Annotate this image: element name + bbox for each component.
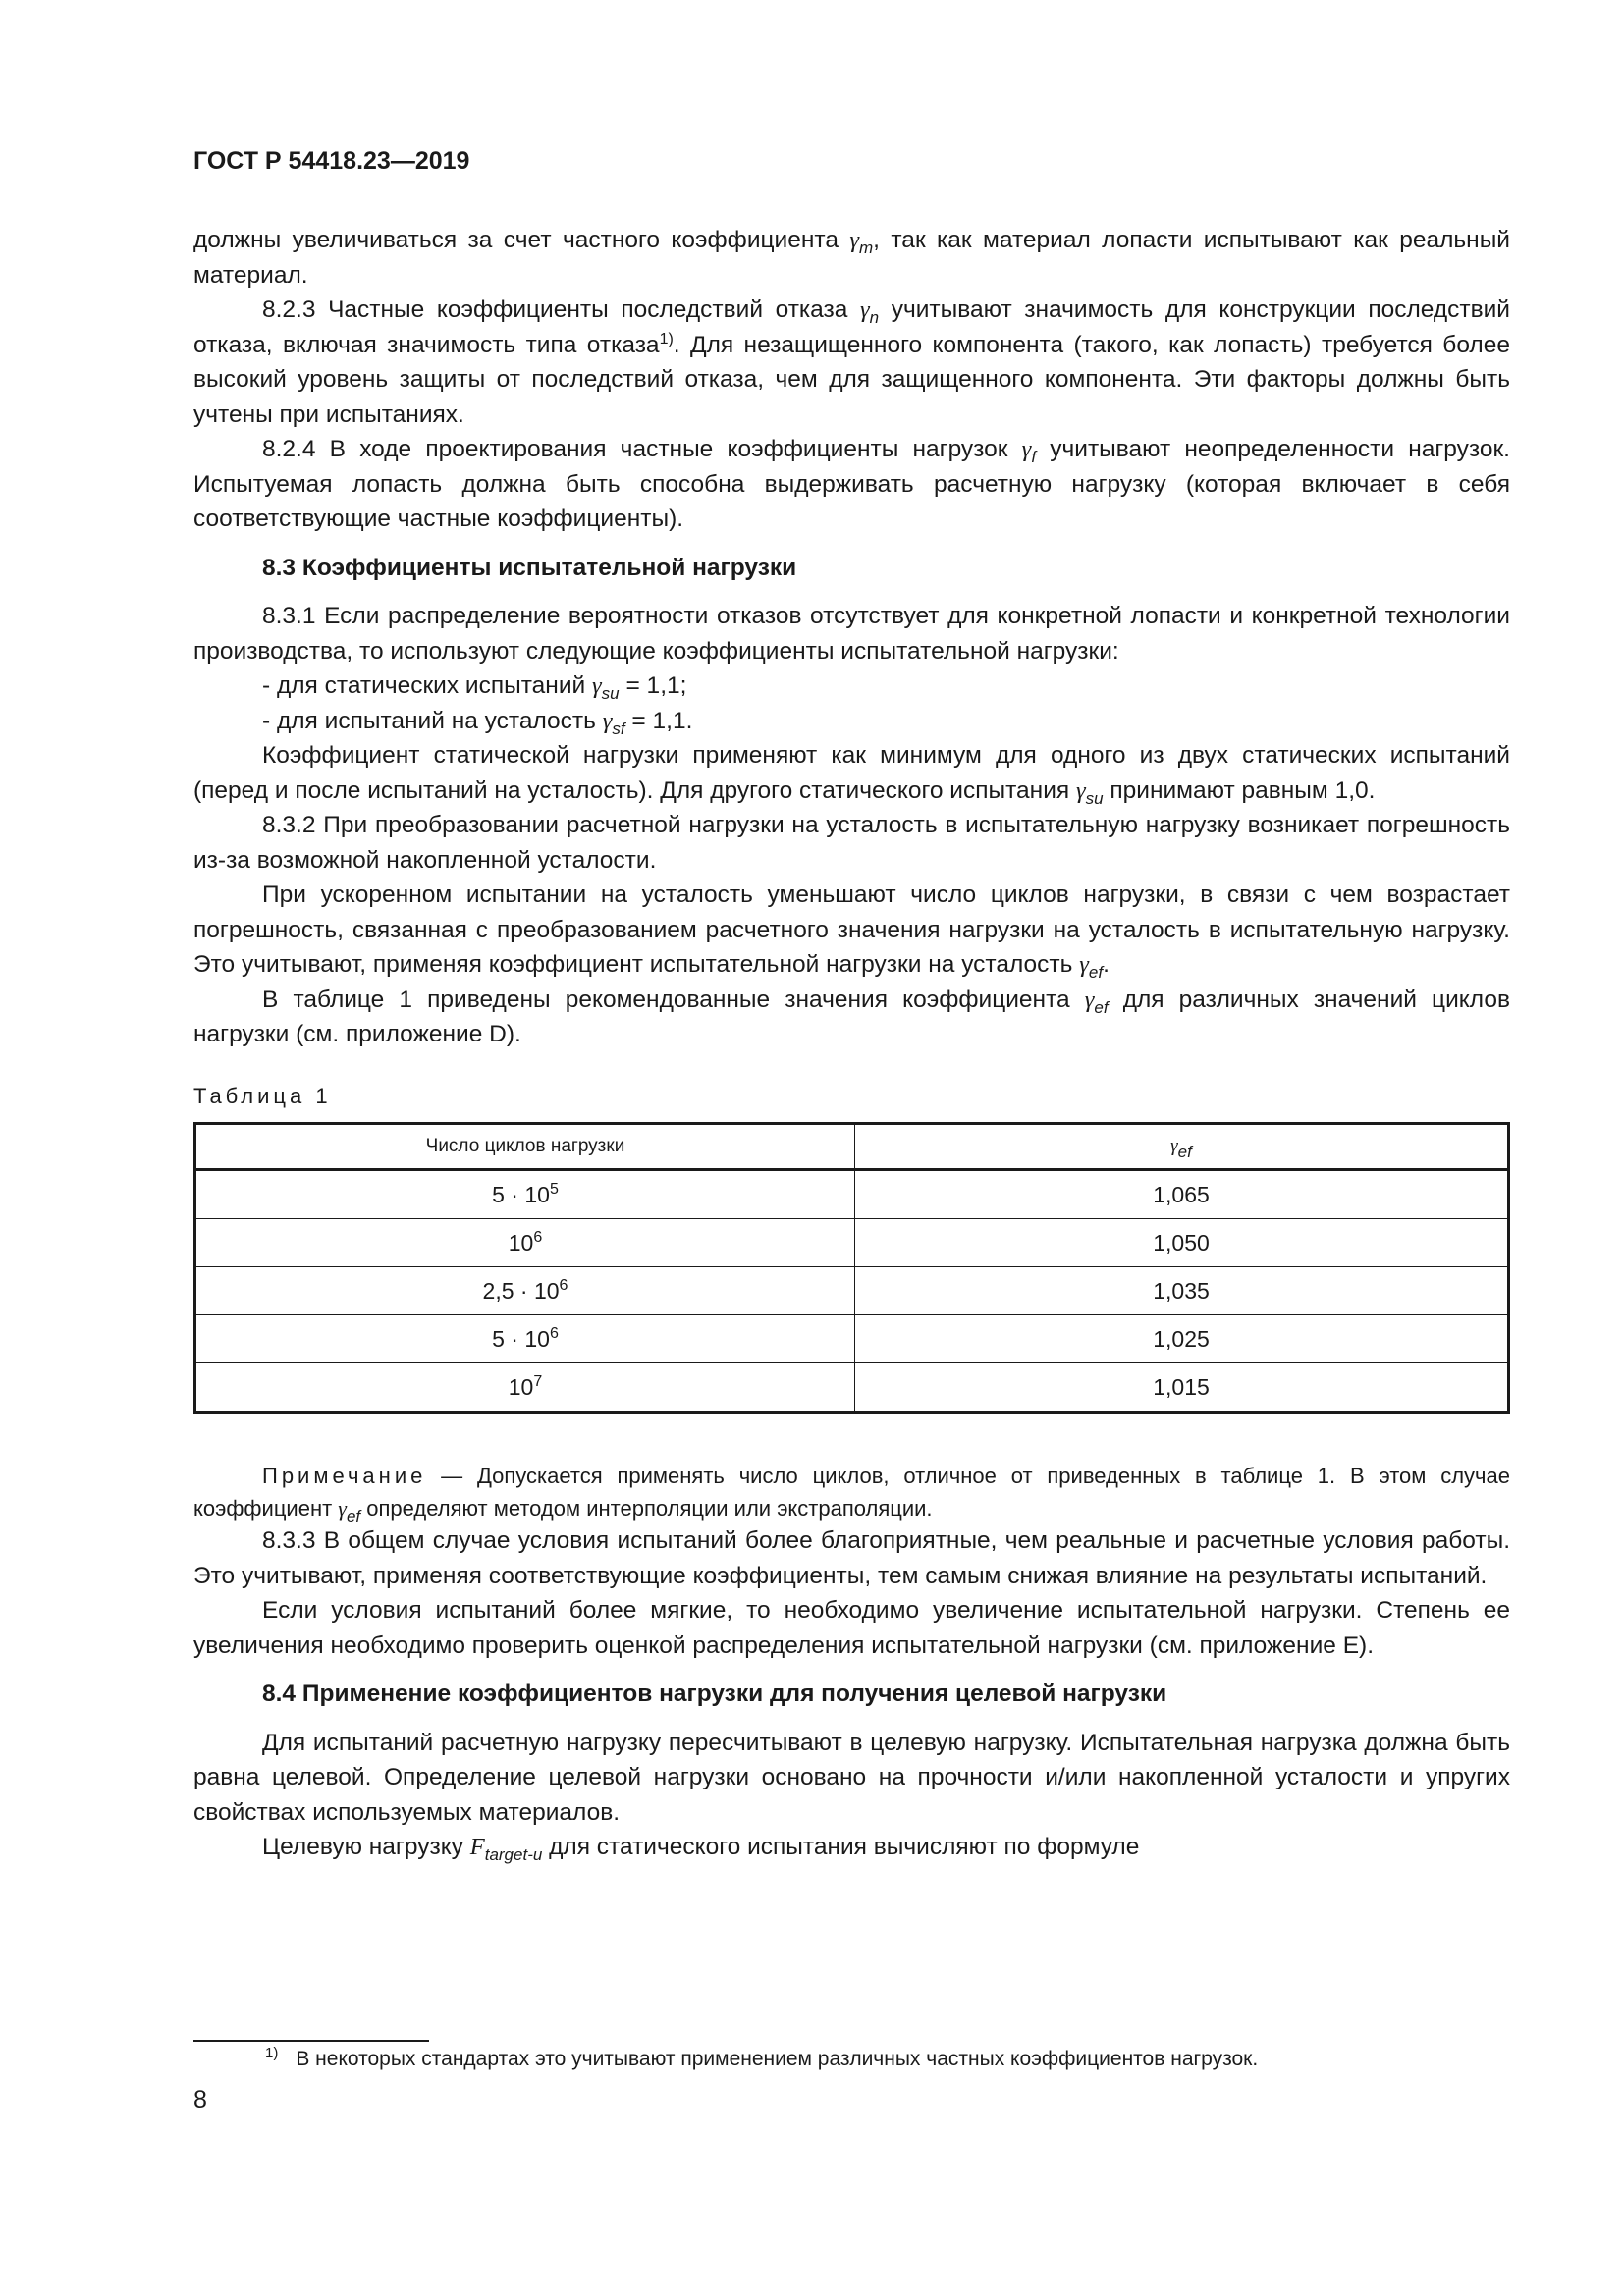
gamma-value-cell: 1,065 [855,1170,1509,1219]
table-row [195,1315,1509,1363]
list-item: - для испытаний на усталость $\gamma_{sf} = 1,1$. [262,707,693,738]
paragraph: Целевую нагрузку $F_{target-u}$ для статического испытания вычисляют по формуле [262,1834,1140,1864]
standard-code: ГОСТ Р 54418.23—2019 [193,147,470,175]
section-heading-8-3: 8.3 Коэффициенты испытательной нагрузки [262,554,797,581]
paragraph-8-3-1: 8.3.1 Если распределение вероятности отказов отсутствует для конкретной лопасти и конкретной технологии производства, то используют следующие коэффициенты испытательной нагрузки: [193,603,1510,665]
paragraph-8-3-2: 8.3.2 При преобразовании расчетной нагрузки на усталость в испытательную нагрузку возникает погрешность из-за возможной накопленной усталости. [193,812,1510,874]
paragraph: Для испытаний расчетную нагрузку пересчитывают в целевую нагрузку. Испытательная нагрузка должна быть равна целевой. Определение целевой нагрузки основано на прочности и/или накопленной усталости и упругих свойствах используемых материалов. [193,1729,1510,1826]
table-header-row [195,1124,1509,1170]
column-header-gamma-ef: $\gamma_{ef}$ [855,1124,1509,1170]
gamma-value-cell: 1,015 [855,1363,1509,1413]
footnote-text: В некоторых стандартах это учитывают применением различных частных коэффициентов нагрузок. [296,2048,1259,2070]
paragraph-8-3-3: 8.3.3 В общем случае условия испытаний более благоприятные, чем реальные и расчетные условия работы. Это учитывают, применяя соответствующие коэффициенты, тем самым снижая влияние на результаты испытаний. [193,1527,1510,1589]
cycles-cell: $2,5 \cdot 10^6$ [195,1267,855,1315]
note-label: Примечание [262,1464,427,1488]
cycles-cell: $5 \cdot 10^5$ [195,1170,855,1219]
paragraph: Если условия испытаний более мягкие, то необходимо увеличение испытательной нагрузки. Степень ее увеличения необходимо проверить оценкой распределения испытательной нагрузки (см. приложение E). [193,1597,1510,1659]
cycles-cell: $10^7$ [195,1363,855,1413]
paragraph-8-2-4: 8.2.4 В ходе проектирования частные коэффициенты нагрузок $\gamma_f$ учитывают неопределенности нагрузок. Испытуемая лопасть должна быть способна выдерживать расчетную нагрузку (которая включает в себя соответствующие частные коэффициенты). [193,436,1510,532]
paragraph: При ускоренном испытании на усталость уменьшают число циклов нагрузки, в связи с чем возрастает погрешность, связанная с преобразованием расчетного значения нагрузки на усталость в испытательную нагрузку. Это учитывают, применяя коэффициент испытательной нагрузки на усталость $\gamma_{ef}$. [193,881,1510,982]
footnote-separator [193,2040,429,2042]
table-row [195,1267,1509,1315]
table-row [195,1363,1509,1413]
footnote [265,2045,1259,2071]
gamma-value-cell: 1,035 [855,1267,1509,1315]
paragraph: должны увеличиваться за счет частного коэффициента $\gamma_m$, так как материал лопасти испытывают как реальный материал. [193,227,1510,289]
list-item: - для статических испытаний $\gamma_{su} = 1,1$; [262,672,687,703]
footnote-ref[interactable]: 1) [659,330,674,347]
main-text-block [193,223,1510,1052]
gamma-value-cell: 1,025 [855,1315,1509,1363]
table-note: Примечание — Допускается применять число циклов, отличное от приведенных в таблице 1. В этом случае коэффициент $\gamma_{ef}$ определяют методом интерполяции или экстраполяции. [193,1464,1510,1525]
footnote-mark: 1) [265,2045,279,2061]
section-heading-8-4: 8.4 Применение коэффициентов нагрузки для получения целевой нагрузки [262,1681,1167,1707]
cycles-table [193,1122,1510,1414]
paragraph: Коэффициент статической нагрузки применяют как минимум для одного из двух статических испытаний (перед и после испытаний на усталость). Для другого статического испытания $\gamma_{su}$ принимают равным 1,0. [193,742,1510,808]
cycles-cell: $10^6$ [195,1219,855,1267]
table-row [195,1219,1509,1267]
cycles-cell: $5 \cdot 10^6$ [195,1315,855,1363]
gamma-value-cell: 1,050 [855,1219,1509,1267]
paragraph: В таблице 1 приведены рекомендованные значения коэффициента $\gamma_{ef}$ для различных значений циклов нагрузки (см. приложение D). [193,986,1510,1047]
page-number: 8 [193,2086,207,2113]
table-caption: Таблица 1 [193,1084,332,1108]
main-text-block-2 [193,1523,1510,1865]
column-header-cycles: Число циклов нагрузки [195,1124,855,1170]
paragraph-8-2-3: 8.2.3 Частные коэффициенты последствий отказа $\gamma_n$ учитывают значимость для конструкции последствий отказа, включая значимость типа отказа$^{1)}$. Для незащищенного компонента (такого, как лопасть) требуется более высокий уровень защиты от последствий отказа, чем для защищенного компонента. Эти факторы должны быть учтены при испытаниях. [193,296,1510,428]
table-row [195,1170,1509,1219]
